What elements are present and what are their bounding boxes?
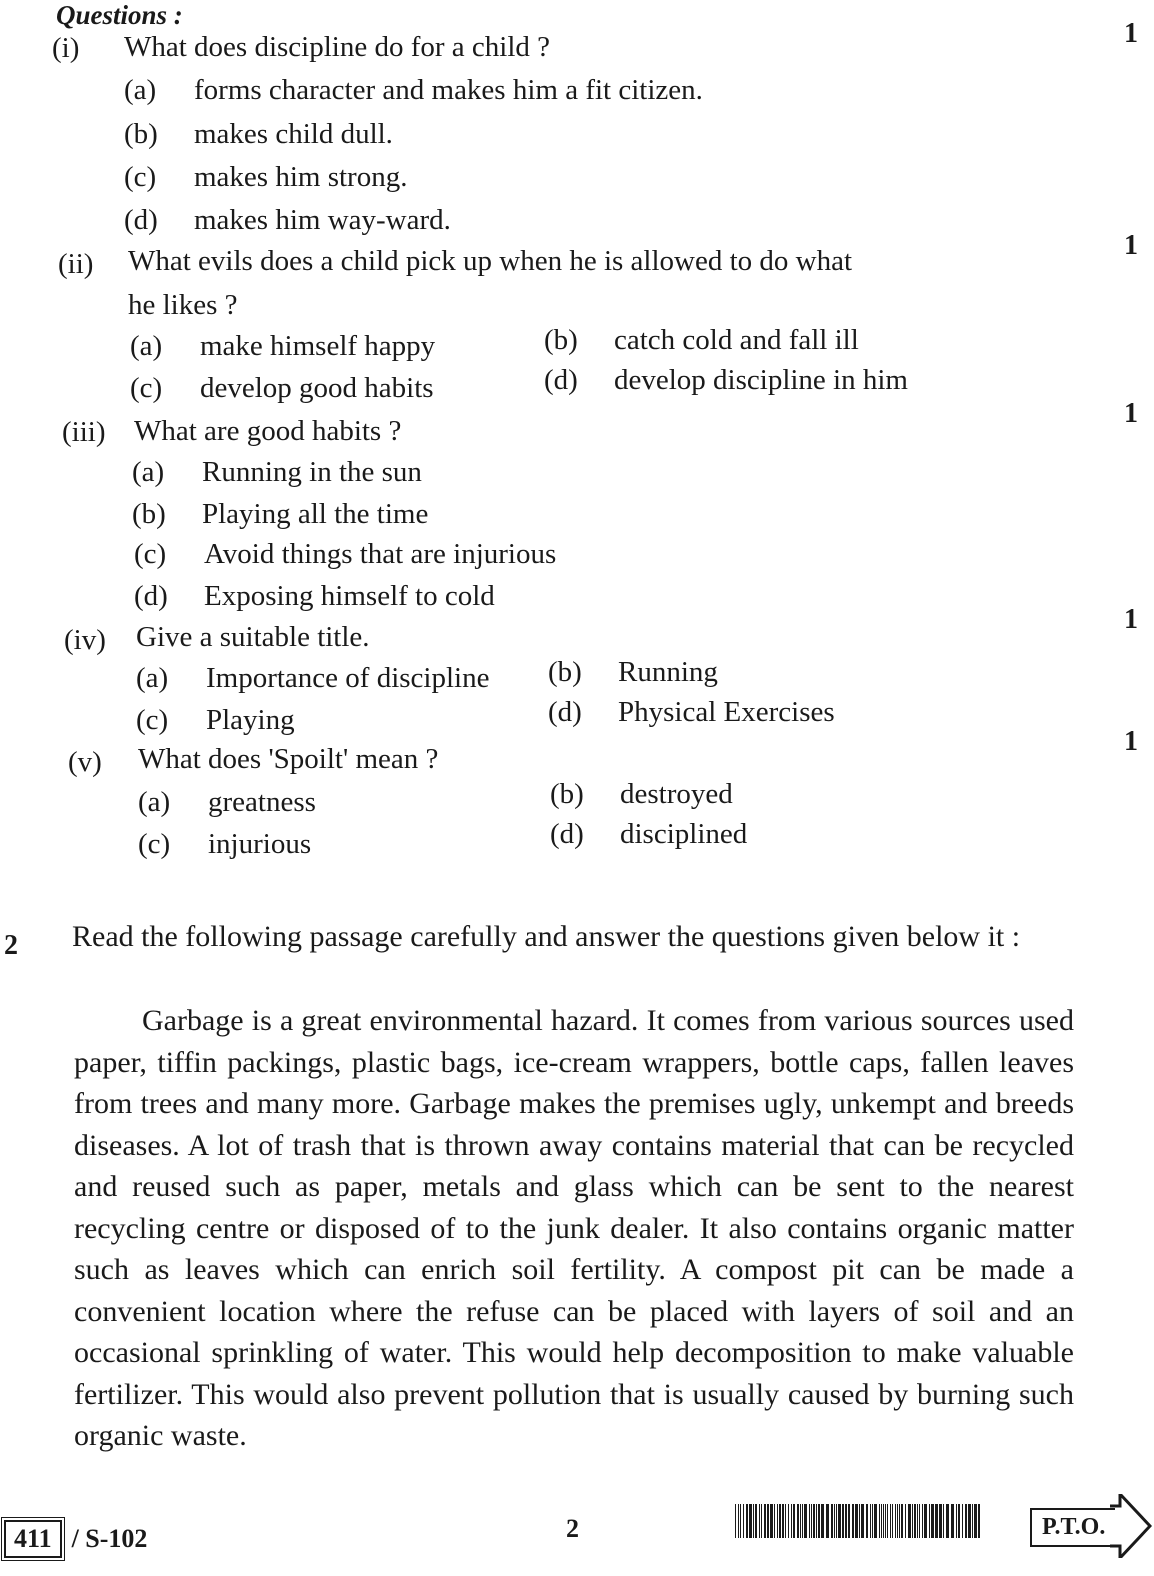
option-label: (b) xyxy=(124,118,158,150)
section-2-number: 2 xyxy=(4,930,18,961)
option-label: (c) xyxy=(136,704,169,736)
option-label: (b) xyxy=(550,778,584,810)
option-label: (a) xyxy=(138,786,171,818)
option-text: catch cold and fall ill xyxy=(614,324,859,356)
option-text: Exposing himself to cold xyxy=(204,580,495,612)
question-5-text: What does 'Spoilt' mean ? xyxy=(138,743,439,775)
option-label: (a) xyxy=(124,74,157,106)
option-text: injurious xyxy=(208,828,312,860)
option-text: develop discipline in him xyxy=(614,364,908,396)
question-5-option-c xyxy=(138,828,311,861)
option-label: (a) xyxy=(136,662,169,694)
option-text: Avoid things that are injurious xyxy=(204,538,557,570)
question-1-option-d xyxy=(124,204,451,237)
option-text: makes him way-ward. xyxy=(194,204,451,236)
arrow-right-icon xyxy=(1110,1494,1152,1558)
question-1-marks: 1 xyxy=(1124,18,1138,49)
option-label: (a) xyxy=(132,456,165,488)
paper-code xyxy=(4,1520,147,1558)
pto-label: P.T.O. xyxy=(1030,1508,1115,1547)
question-5-option-b xyxy=(550,778,733,811)
option-text: destroyed xyxy=(620,778,733,810)
option-text: makes him strong. xyxy=(194,161,408,193)
option-label: (a) xyxy=(130,330,163,362)
question-2-text: What evils does a child pick up when he is allowed to do what xyxy=(128,245,853,277)
question-5-option-a xyxy=(138,786,316,819)
option-label: (d) xyxy=(134,580,168,612)
reading-passage xyxy=(74,1000,1074,1457)
option-label: (d) xyxy=(544,364,578,396)
option-text: disciplined xyxy=(620,818,748,850)
option-text: Physical Exercises xyxy=(618,696,835,728)
question-1-number: (i) xyxy=(52,32,80,64)
question-4-text: Give a suitable title. xyxy=(136,621,370,653)
option-label: (b) xyxy=(548,656,582,688)
passage-paragraph: Garbage is a great environmental hazard. It comes from various sources used paper, tiffin packings, plastic bags, ice-cream wrappers, bottle caps, fallen leaves from trees and many more. Garbage makes the premises ugly, unkempt and breeds diseases. A lot of trash that is thrown away contains material that can be recycled and reused such as paper, metals and glass which can be sent to the nearest recycling centre or disposed of to the junk dealer. It also contains organic matter such as leaves which can enrich soil fertility. A compost pit can be made a convenient location where the refuse can be placed with layers of soil and an occasional sprinkling of water. This would help decomposition to make valuable fertilizer. This would also prevent pollution that is usually caused by burning such organic waste. xyxy=(74,1004,1074,1452)
question-4-option-c xyxy=(136,704,295,737)
option-text: develop good habits xyxy=(200,372,434,404)
question-2-option-a xyxy=(130,330,435,363)
option-text: Running in the sun xyxy=(202,456,422,488)
option-text: Running xyxy=(618,656,718,688)
question-4-marks: 1 xyxy=(1124,604,1138,635)
question-2-option-b xyxy=(544,324,859,357)
option-label: (b) xyxy=(544,324,578,356)
option-text: forms character and makes him a fit citizen. xyxy=(194,74,703,106)
question-2-option-d xyxy=(544,364,908,397)
option-label: (c) xyxy=(124,161,157,193)
question-1-text: What does discipline do for a child ? xyxy=(124,31,551,63)
option-label: (c) xyxy=(138,828,171,860)
question-2-number: (ii) xyxy=(58,248,94,280)
option-label: (d) xyxy=(548,696,582,728)
option-label: (b) xyxy=(132,498,166,530)
question-2-marks: 1 xyxy=(1124,230,1138,261)
question-1-option-b xyxy=(124,118,393,151)
option-label: (c) xyxy=(134,538,167,570)
question-4-number: (iv) xyxy=(64,624,106,656)
option-text: Playing xyxy=(206,704,295,736)
option-text: make himself happy xyxy=(200,330,436,362)
question-3-option-d xyxy=(134,580,495,613)
option-text: Importance of discipline xyxy=(206,662,490,694)
question-2-text-continued: he likes ? xyxy=(128,289,238,321)
barcode-icon xyxy=(735,1504,983,1538)
option-text: makes child dull. xyxy=(194,118,393,150)
question-5-number: (v) xyxy=(68,746,102,778)
question-3-number: (iii) xyxy=(62,416,106,448)
option-text: Playing all the time xyxy=(202,498,429,530)
question-2-option-c xyxy=(130,372,434,405)
question-1-option-a xyxy=(124,74,703,107)
question-3-option-c xyxy=(134,538,556,571)
option-label: (d) xyxy=(124,204,158,236)
question-3-option-a xyxy=(132,456,422,489)
question-1-option-c xyxy=(124,161,407,194)
question-5-marks: 1 xyxy=(1124,726,1138,757)
question-3-text: What are good habits ? xyxy=(134,415,402,447)
question-3-marks: 1 xyxy=(1124,398,1138,429)
question-4-option-b xyxy=(548,656,718,689)
question-5-option-d xyxy=(550,818,747,851)
page-number: 2 xyxy=(566,1514,579,1543)
question-4-option-d xyxy=(548,696,835,729)
question-3-option-b xyxy=(132,498,428,531)
option-label: (d) xyxy=(550,818,584,850)
paper-code-box: 411 xyxy=(4,1520,62,1558)
questions-heading: Questions : xyxy=(56,0,183,30)
option-text: greatness xyxy=(208,786,316,818)
question-4-option-a xyxy=(136,662,489,695)
option-label: (c) xyxy=(130,372,163,404)
series-code: / S-102 xyxy=(71,1524,148,1553)
section-2-instruction: Read the following passage carefully and answer the questions given below it : xyxy=(72,920,1021,953)
